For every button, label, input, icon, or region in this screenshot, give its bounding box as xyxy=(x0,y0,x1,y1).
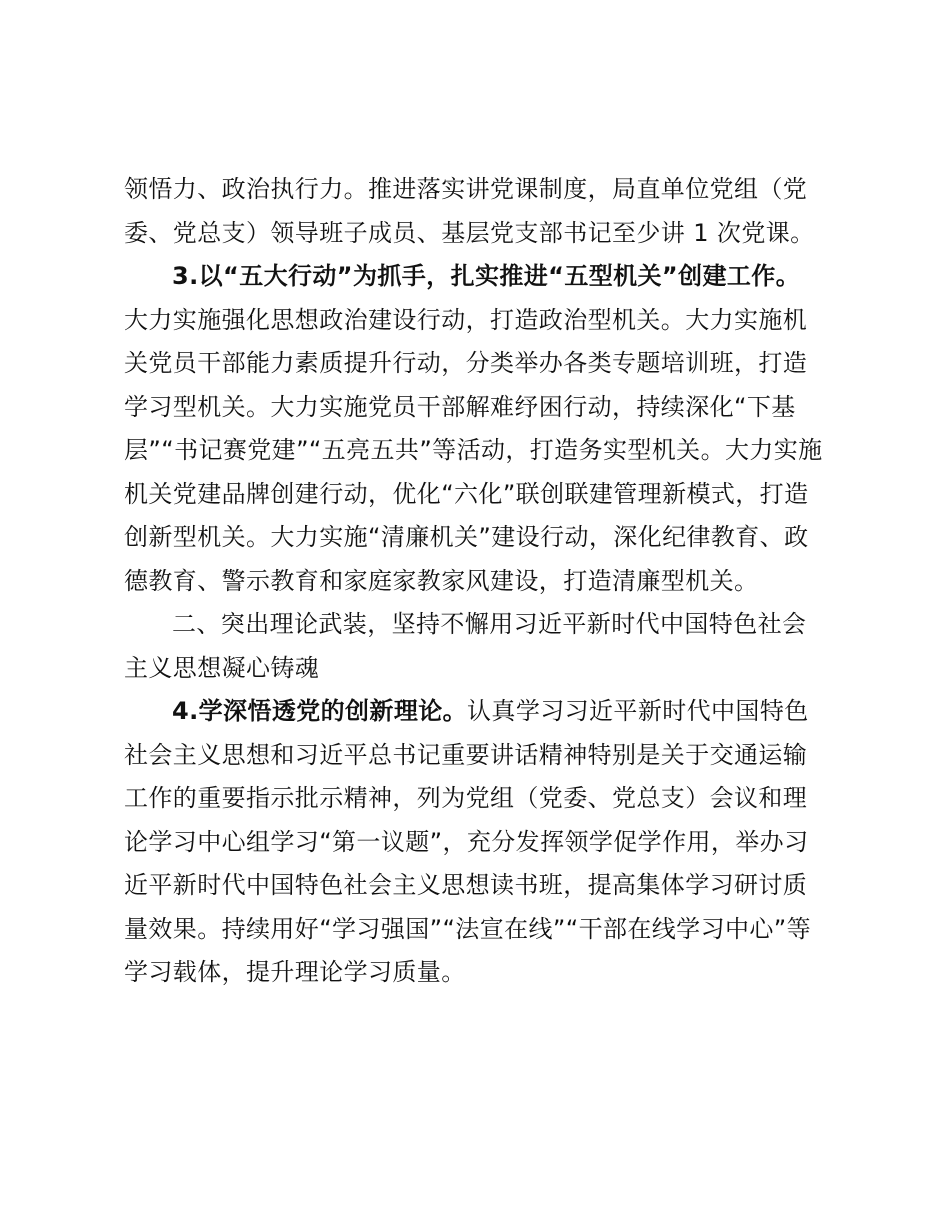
heading-bold-text: 4.学深悟透党的创新理论。 xyxy=(172,697,468,725)
text-line: 创新型机关。大力实施“清廉机关”建设行动，深化纪律教育、政 xyxy=(124,523,809,551)
text-line: 关党员干部能力素质提升行动，分类举办各类专题培训班，打造 xyxy=(124,349,808,377)
text-line: 学习载体，提升理论学习质量。 xyxy=(124,958,466,986)
text-line: 近平新时代中国特色社会主义思想读书班，提高集体学习研讨质 xyxy=(124,871,808,899)
chapter-heading: 二、突出理论武装，坚持不懈用习近平新时代中国特色社会 xyxy=(172,610,807,638)
heading-bold-text: 3.以“五大行动”为抓手，扎实推进“五型机关”创建工作。 xyxy=(172,262,801,290)
text-line: 领悟力、政治执行力。推进落实讲党课制度，局直单位党组（党 xyxy=(124,175,808,203)
text-line: 德教育、警示教育和家庭家教家风建设，打造清廉型机关。 xyxy=(124,566,759,595)
text-line: 机关党建品牌创建行动，优化“六化”联创联建管理新模式，打造 xyxy=(124,479,809,508)
text-line: 大力实施强化思想政治建设行动，打造政治型机关。大力实施机 xyxy=(124,305,808,334)
chapter-heading-continued: 主义思想凝心铸魂 xyxy=(124,653,320,682)
heading-rest-text: 认真学习习近平新时代中国特色 xyxy=(467,697,809,725)
section-heading-3 xyxy=(124,255,836,299)
text-line: 委、党总支）领导班子成员、基层党支部书记至少讲 1 次党课。 xyxy=(124,218,815,247)
document-body xyxy=(124,168,836,995)
text-line: 社会主义思想和习近平总书记重要讲话精神特别是关于交通运输 xyxy=(124,740,808,769)
text-line: 学习型机关。大力实施党员干部解难纾困行动，持续深化“下基 xyxy=(124,392,796,421)
section-heading-4 xyxy=(124,690,836,734)
text-line: 量效果。持续用好“学习强国”“法宣在线”“干部在线学习中心”等 xyxy=(124,914,811,943)
text-line: 论学习中心组学习“第一议题”，充分发挥领学促学作用，举办习 xyxy=(124,827,809,856)
text-line: 层”“书记赛党建”“五亮五共”等活动，打造务实型机关。大力实施 xyxy=(124,436,823,464)
text-line: 工作的重要指示批示精神，列为党组（党委、党总支）会议和理 xyxy=(124,784,808,812)
